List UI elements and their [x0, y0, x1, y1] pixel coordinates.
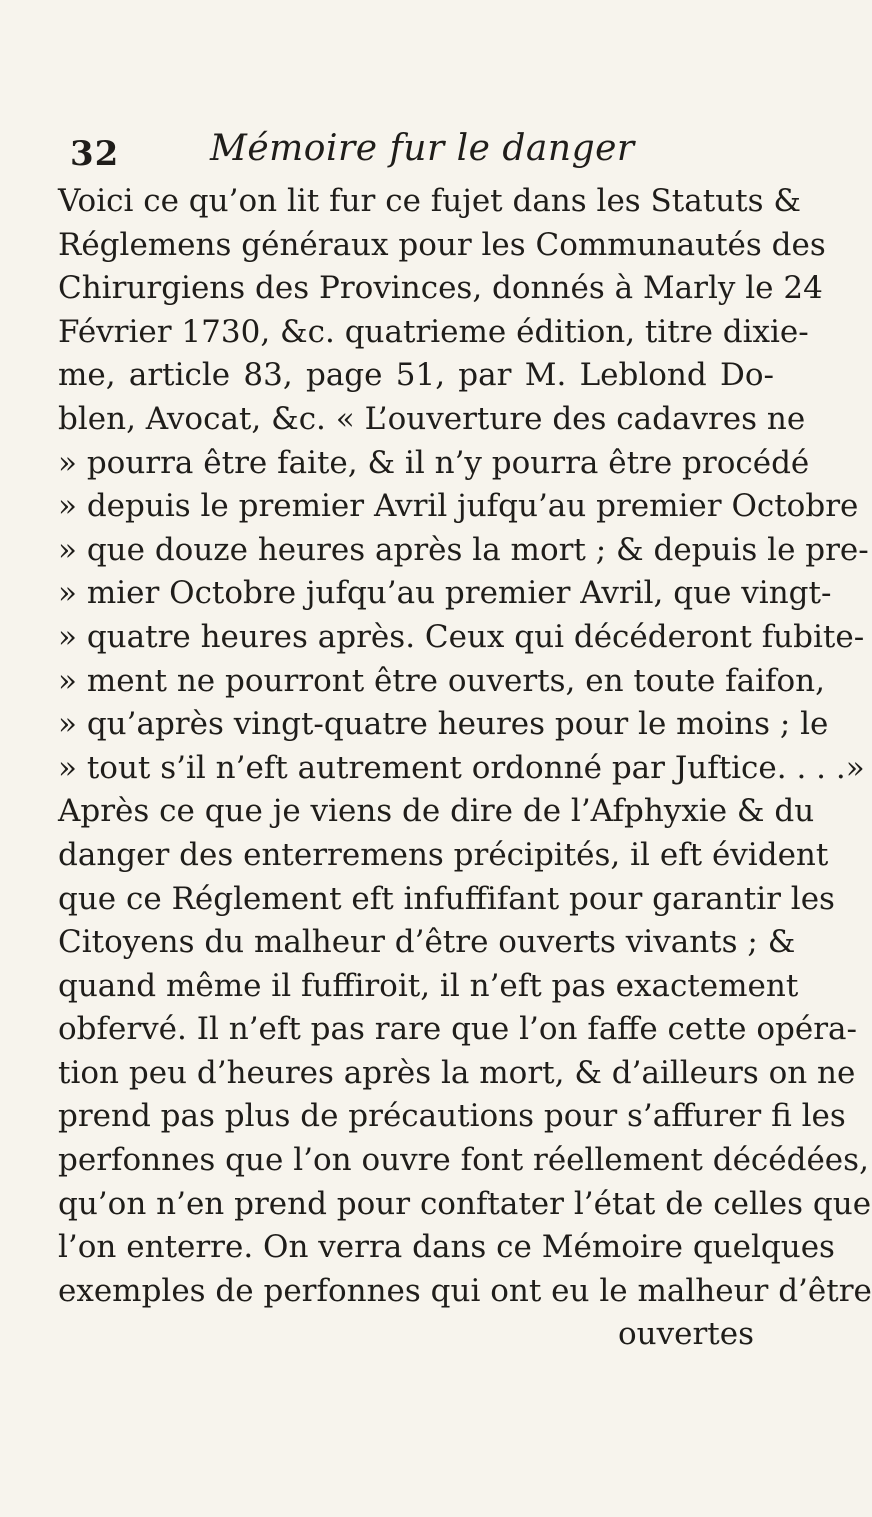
text-line: me, article 83, page 51, par M. Leblond Do- — [58, 357, 774, 394]
text-line: » quatre heures après. Ceux qui décéderont fubite- — [58, 618, 865, 655]
text-line: Après ce que je viens de dire de l’Afphyxie & du — [58, 793, 815, 830]
text-line: » mier Octobre jufqu’au premier Avril, que vingt- — [58, 575, 832, 612]
text-line: perfonnes que l’on ouvre font réellement décédées, — [58, 1142, 869, 1179]
text-line: » depuis le premier Avril jufqu’au premier Octobre — [58, 488, 859, 525]
text-line: exemples de perfonnes qui ont eu le malheur d’être — [58, 1272, 872, 1309]
text-line: » qu’après vingt-quatre heures pour le moins ; le — [58, 706, 829, 743]
text-line: Chirurgiens des Provinces, donnés à Marly le 24 — [58, 270, 823, 307]
text-line: » que douze heures après la mort ; & depuis le pre- — [58, 531, 869, 568]
text-line: quand même il fuffiroit, il n’eft pas exactement — [58, 967, 799, 1004]
text-line: qu’on n’en prend pour conftater l’état de celles que — [58, 1185, 872, 1222]
text-line: Citoyens du malheur d’être ouverts vivants ; & — [58, 924, 796, 961]
text-line: tion peu d’heures après la mort, & d’ailleurs on ne — [58, 1054, 856, 1091]
text-line: prend pas plus de précautions pour s’affurer fi les — [58, 1098, 846, 1135]
text-line: danger des enterremens précipités, il eft évident — [58, 836, 829, 873]
text-line: » tout s’il n’eft autrement ordonné par Juftice. . . .» — [58, 749, 865, 786]
text-line: Voici ce qu’on lit fur ce fujet dans les Statuts & — [58, 183, 801, 219]
text-line: » ment ne pourront être ouverts, en toute faifon, — [58, 662, 825, 699]
text-line: l’on enterre. On verra dans ce Mémoire quelques — [58, 1229, 835, 1266]
page-number: 32 — [70, 134, 120, 174]
running-title: Mémoire fur le danger — [210, 128, 635, 169]
body-text — [58, 180, 872, 1357]
text-line: Février 1730, &c. quatrieme édition, titre dixie- — [58, 313, 809, 350]
page-header — [70, 128, 770, 178]
text-line: que ce Réglement eft infuffifant pour garantir les — [58, 880, 835, 917]
text-line: » pourra être faite, & il n’y pourra être procédé — [58, 444, 810, 481]
text-line: blen, Avocat, &c. « L’ouverture des cadavres ne — [58, 400, 806, 437]
text-line: obfervé. Il n’eft pas rare que l’on faffe cette opéra- — [58, 1011, 857, 1048]
text-line: Réglemens généraux pour les Communautés des — [58, 226, 826, 263]
catchword: ouvertes — [617, 1316, 754, 1353]
